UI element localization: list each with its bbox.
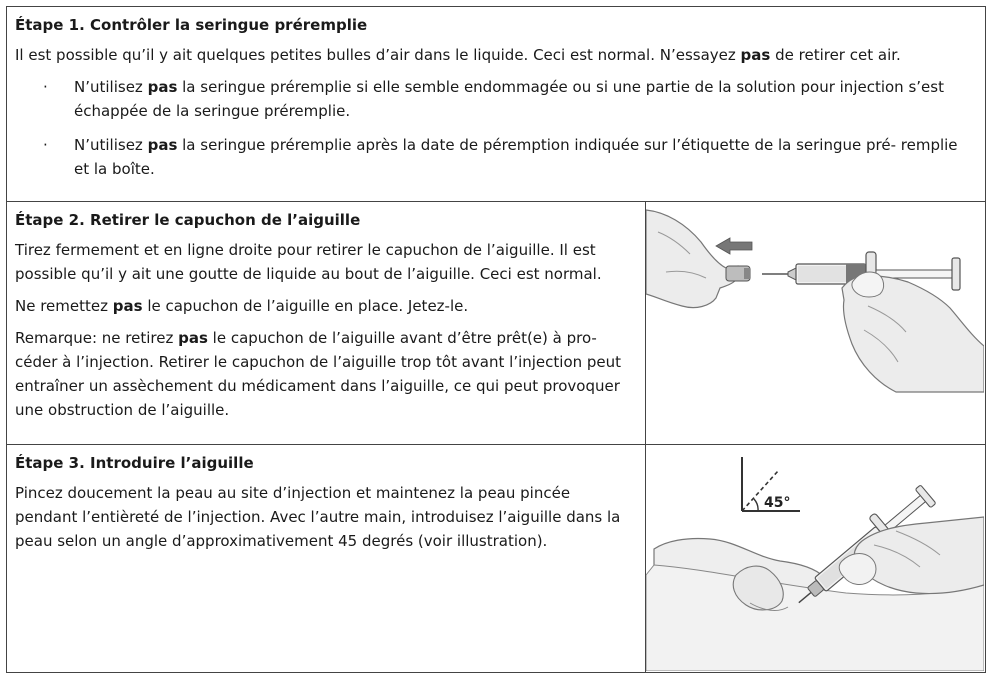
- step3-row: [7, 445, 986, 673]
- bullet-text: N’utilisez: [74, 136, 148, 154]
- remove-needle-cap-illustration: [646, 202, 984, 443]
- insert-needle-illustration: [646, 445, 984, 671]
- step2-p2-text-end: le capuchon de l’aiguille en place. Jetez-le.: [142, 297, 469, 315]
- step2-illustration-cell: [646, 202, 986, 445]
- step2-paragraph-3: [15, 326, 637, 422]
- step1-text-end: de retirer cet air.: [770, 46, 901, 64]
- step1-text: Il est possible qu’il y ait quelques petites bulles d’air dans le liquide. Ceci est normal. N’essayez: [15, 46, 741, 64]
- step3-title: Étape 3. Introduire l’aiguille: [15, 454, 254, 472]
- step3-paragraph-1: Pincez doucement la peau au site d’injection et maintenez la peau pincée pendant l’entièreté de l’injection. Avec l’autre main, introduisez l’aiguille dans la peau selon un angle d’approximativement 45 degrés (voir illustration).: [15, 484, 621, 550]
- bullet-bold: pas: [147, 78, 178, 96]
- bullet-text-end: la seringue préremplie si elle semble endommagée ou si une partie de la solution pour injection s’est échappée de la seringue préremplie.: [74, 78, 944, 120]
- step2-text-cell: [7, 202, 646, 445]
- step2-title: Étape 2. Retirer le capuchon de l’aiguille: [15, 211, 361, 229]
- bullet-bold: pas: [147, 136, 178, 154]
- steps-table: [6, 6, 986, 673]
- bullet-marker: ·: [43, 136, 48, 154]
- step3-text-cell: [7, 445, 646, 673]
- step2-paragraph-2: [15, 294, 637, 318]
- step2-p2-text: Ne remettez: [15, 297, 113, 315]
- bullet-marker: ·: [43, 78, 48, 96]
- step2-p3-text-end: le capuchon de l’aiguille avant d’être prêt(e) à pro- céder à l’injection. Retirer le capuchon de l’aiguille trop tôt avant l’injection peut entraîner un assèchement du médicament dans l’aiguille, ce qui peut provoquer une obstruction de l’aiguille.: [15, 329, 622, 419]
- step2-paragraph-1: Tirez fermement et en ligne droite pour retirer le capuchon de l’aiguille. Il est possible qu’il y ait une goutte de liquide au bout de l’aiguille. Ceci est normal.: [15, 241, 602, 283]
- step2-row: [7, 202, 986, 445]
- step2-p3-text: Remarque: ne retirez: [15, 329, 179, 347]
- list-item: [15, 75, 977, 123]
- list-item: [15, 133, 977, 181]
- step1-row: [7, 7, 986, 202]
- step1-bullet-list: [15, 75, 977, 181]
- step3-illustration-cell: [646, 445, 986, 673]
- step1-paragraph: [15, 43, 977, 67]
- step2-p3-bold: pas: [178, 329, 208, 347]
- step2-p2-bold: pas: [112, 297, 143, 315]
- step1-bold: pas: [740, 46, 771, 64]
- angle-label: 45°: [764, 495, 791, 511]
- bullet-text-end: la seringue préremplie après la date de péremption indiquée sur l’étiquette de la seringue pré- remplie et la boîte.: [74, 136, 958, 178]
- bullet-text: N’utilisez: [74, 78, 148, 96]
- step1-cell: [7, 7, 986, 202]
- step1-title: Étape 1. Contrôler la seringue préremplie: [15, 16, 368, 34]
